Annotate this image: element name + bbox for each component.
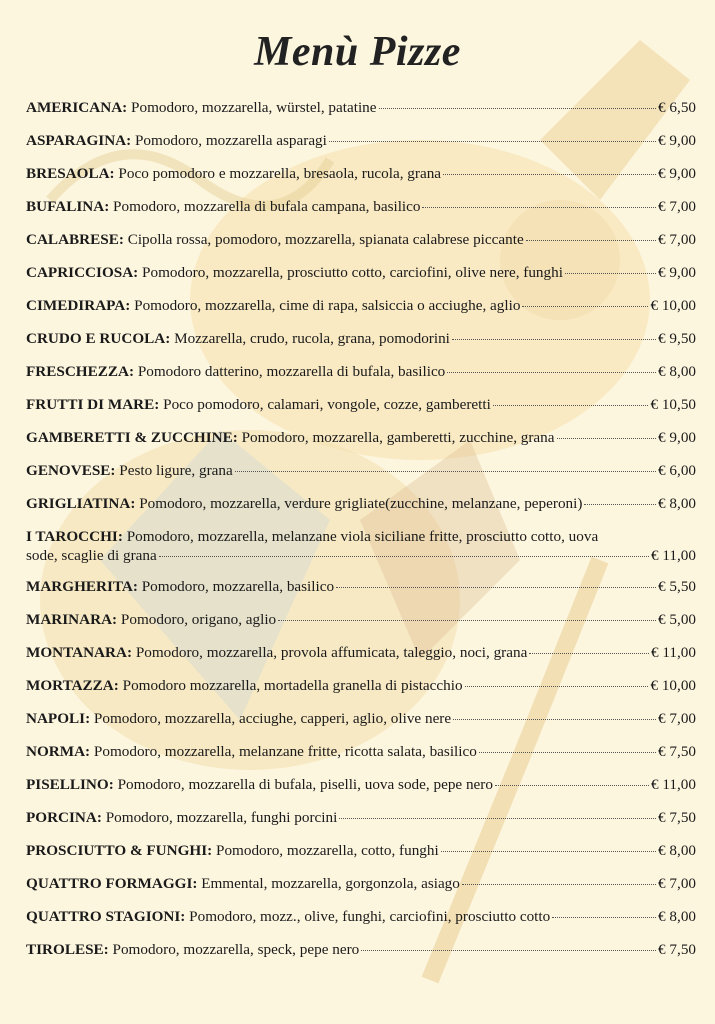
pizza-ingredients: Cipolla rossa, pomodoro, mozzarella, spianata calabrese piccante: [127, 231, 524, 248]
pizza-price: € 7,00: [658, 198, 696, 215]
pizza-ingredients: Pomodoro mozzarella, mortadella granella di pistacchio: [122, 677, 463, 694]
pizza-name: FRUTTI DI MARE:: [26, 396, 160, 413]
pizza-name: PROSCIUTTO & FUNGHI:: [26, 842, 213, 859]
dot-leader: [422, 207, 656, 208]
page-title: Menù Pizze: [254, 29, 461, 75]
pizza-price: € 6,50: [658, 99, 696, 116]
pizza-name: AMERICANA:: [26, 99, 128, 116]
pizza-name: I TAROCCHI:: [26, 528, 123, 545]
pizza-ingredients: Pomodoro, mozzarella, speck, pepe nero: [112, 941, 360, 958]
pizza-name: NAPOLI:: [26, 710, 91, 727]
menu-item-text: [26, 428, 555, 447]
menu-item: [26, 841, 696, 860]
dot-leader: [529, 653, 649, 654]
menu-item-text: [26, 329, 450, 348]
pizza-ingredients: Pomodoro datterino, mozzarella di bufala, basilico: [137, 363, 446, 380]
pizza-name: FRESCHEZZA:: [26, 363, 135, 380]
dot-leader: [379, 108, 657, 109]
pizza-ingredients: Pomodoro, mozzarella, funghi porcini: [105, 809, 338, 826]
dot-leader: [465, 686, 649, 687]
pizza-name: BRESAOLA:: [26, 165, 115, 182]
menu-item: [26, 643, 696, 662]
menu-item-text: [26, 940, 359, 959]
pizza-price: € 7,50: [658, 743, 696, 760]
pizza-name: MARINARA:: [26, 611, 118, 628]
dot-leader: [329, 141, 656, 142]
menu-item: [26, 230, 696, 249]
menu-item: [26, 428, 696, 447]
menu-item: [26, 709, 696, 728]
menu-item: [26, 527, 696, 565]
pizza-name: QUATTRO STAGIONI:: [26, 908, 186, 925]
pizza-name: CALABRESE:: [26, 231, 124, 248]
dot-leader: [493, 405, 649, 406]
pizza-name: PORCINA:: [26, 809, 102, 826]
pizza-name: PISELLINO:: [26, 776, 114, 793]
pizza-name: NORMA:: [26, 743, 91, 760]
pizza-ingredients: Pomodoro, mozzarella, gamberetti, zucchine, grana: [241, 429, 555, 446]
pizza-price: € 10,50: [650, 396, 696, 413]
pizza-name: CIMEDIRAPA:: [26, 297, 131, 314]
menu-item: [26, 197, 696, 216]
pizza-price: € 8,00: [658, 842, 696, 859]
dot-leader: [565, 273, 656, 274]
pizza-name: CAPRICCIOSA:: [26, 264, 139, 281]
menu-item: [26, 577, 696, 596]
dot-leader: [336, 587, 656, 588]
dot-leader: [441, 851, 656, 852]
pizza-ingredients: Pomodoro, mozzarella, provola affumicata, taleggio, noci, grana: [135, 644, 528, 661]
menu-item: [26, 610, 696, 629]
menu-item-text: [26, 577, 334, 596]
pizza-name: ASPARAGINA:: [26, 132, 132, 149]
dot-leader: [159, 556, 649, 557]
menu-item: [26, 296, 696, 315]
pizza-price: € 5,00: [658, 611, 696, 628]
pizza-name: GENOVESE:: [26, 462, 116, 479]
menu-item-text: [26, 907, 550, 926]
pizza-ingredients: Pomodoro, mozzarella, basilico: [141, 578, 335, 595]
pizza-ingredients: Pomodoro, mozzarella, acciughe, capperi, aglio, olive nere: [93, 710, 452, 727]
pizza-name: TIROLESE:: [26, 941, 109, 958]
menu-item: [26, 494, 696, 513]
pizza-price: € 9,00: [658, 132, 696, 149]
pizza-price: € 11,00: [651, 547, 696, 564]
menu-item-text: [26, 841, 439, 860]
dot-leader: [557, 438, 657, 439]
menu-item-text: [26, 775, 493, 794]
menu-item-text: [26, 395, 491, 414]
pizza-ingredients: Pomodoro, mozzarella, prosciutto cotto, carciofini, olive nere, funghi: [142, 264, 563, 281]
menu-item-text: [26, 610, 276, 629]
menu-item-text: [26, 808, 337, 827]
menu-item-text: [26, 494, 582, 513]
menu-item: [26, 742, 696, 761]
menu-item-text: [26, 874, 460, 893]
pizza-name: MONTANARA:: [26, 644, 133, 661]
pizza-ingredients: Pomodoro, mozzarella di bufala campana, basilico: [113, 198, 421, 215]
pizza-price: € 6,00: [658, 462, 696, 479]
menu-item-text: [26, 98, 377, 117]
dot-leader: [495, 785, 649, 786]
pizza-ingredients: Pomodoro, mozzarella, cotto, funghi: [216, 842, 439, 859]
menu-item: [26, 395, 696, 414]
pizza-price: € 11,00: [651, 776, 696, 793]
pizza-price: € 9,00: [658, 264, 696, 281]
pizza-name: GAMBERETTI & ZUCCHINE:: [26, 429, 238, 446]
pizza-price: € 10,00: [650, 677, 696, 694]
pizza-ingredients: Pomodoro, mozzarella, melanzane viola siciliane fritte, prosciutto cotto, uova: [126, 528, 599, 545]
pizza-price: € 7,00: [658, 875, 696, 892]
pizza-ingredients: Mozzarella, crudo, rucola, grana, pomodorini: [174, 330, 450, 347]
menu-item-text: [26, 131, 327, 150]
menu-item-text: [26, 676, 463, 695]
menu-item-text: [26, 362, 445, 381]
pizza-ingredients: Pomodoro, mozzarella, verdure grigliate(zucchine, melanzane, peperoni): [139, 495, 583, 512]
dot-leader: [361, 950, 656, 951]
pizza-name: BUFALINA:: [26, 198, 110, 215]
dot-leader: [462, 884, 656, 885]
pizza-price: € 8,00: [658, 495, 696, 512]
pizza-ingredients: Emmental, mozzarella, gorgonzola, asiago: [201, 875, 460, 892]
menu-item-text: [26, 230, 524, 249]
pizza-ingredients: Pomodoro, mozzarella di bufala, piselli, uova sode, pepe nero: [117, 776, 493, 793]
menu-item: [26, 907, 696, 926]
menu-item: [26, 808, 696, 827]
menu-item: [26, 329, 696, 348]
pizza-price: € 7,50: [658, 809, 696, 826]
menu-item-text: [26, 197, 420, 216]
menu-item: [26, 874, 696, 893]
menu-item: [26, 461, 696, 480]
dot-leader: [443, 174, 656, 175]
menu-item: [26, 164, 696, 183]
menu-item-line: [26, 527, 696, 546]
pizza-price: € 9,00: [658, 165, 696, 182]
pizza-ingredients: Poco pomodoro e mozzarella, bresaola, rucola, grana: [118, 165, 442, 182]
dot-leader: [479, 752, 656, 753]
pizza-price: € 7,50: [658, 941, 696, 958]
pizza-price: € 9,00: [658, 429, 696, 446]
menu-item-text: [26, 263, 563, 282]
menu-item-text: [26, 742, 477, 761]
pizza-price: € 7,00: [658, 231, 696, 248]
dot-leader: [584, 504, 656, 505]
pizza-ingredients: Pomodoro, mozzarella, würstel, patatine: [131, 99, 377, 116]
pizza-name: CRUDO E RUCOLA:: [26, 330, 171, 347]
menu-item: [26, 362, 696, 381]
menu-item: [26, 131, 696, 150]
menu-item-text: [26, 164, 441, 183]
dot-leader: [526, 240, 656, 241]
pizza-price: € 9,50: [658, 330, 696, 347]
pizza-name: QUATTRO FORMAGGI:: [26, 875, 198, 892]
dot-leader: [522, 306, 648, 307]
dot-leader: [278, 620, 656, 621]
menu-item: [26, 676, 696, 695]
menu-item: [26, 940, 696, 959]
menu-item-line: [26, 546, 696, 565]
menu-item-text: [26, 643, 527, 662]
menu-item-text: [26, 461, 233, 480]
pizza-price: € 8,00: [658, 363, 696, 380]
dot-leader: [339, 818, 656, 819]
menu-item: [26, 98, 696, 117]
pizza-ingredients: Pomodoro, mozzarella asparagi: [134, 132, 327, 149]
pizza-menu-list: [26, 98, 696, 973]
dot-leader: [447, 372, 656, 373]
pizza-ingredients: Pomodoro, mozz., olive, funghi, carciofini, prosciutto cotto: [189, 908, 551, 925]
pizza-name: MARGHERITA:: [26, 578, 138, 595]
pizza-ingredients-continued: sode, scaglie di grana: [26, 547, 157, 564]
dot-leader: [235, 471, 656, 472]
pizza-ingredients: Pomodoro, mozzarella, melanzane fritte, ricotta salata, basilico: [93, 743, 477, 760]
pizza-price: € 7,00: [658, 710, 696, 727]
pizza-name: GRIGLIATINA:: [26, 495, 136, 512]
pizza-name: MORTAZZA:: [26, 677, 119, 694]
dot-leader: [452, 339, 656, 340]
pizza-ingredients: Pesto ligure, grana: [119, 462, 233, 479]
pizza-price: € 5,50: [658, 578, 696, 595]
menu-item: [26, 263, 696, 282]
pizza-ingredients: Poco pomodoro, calamari, vongole, cozze, gamberetti: [163, 396, 491, 413]
dot-leader: [552, 917, 656, 918]
dot-leader: [453, 719, 656, 720]
pizza-price: € 10,00: [650, 297, 696, 314]
menu-item: [26, 775, 696, 794]
pizza-price: € 11,00: [651, 644, 696, 661]
pizza-ingredients: Pomodoro, origano, aglio: [120, 611, 277, 628]
menu-item-text: [26, 296, 520, 315]
pizza-ingredients: Pomodoro, mozzarella, cime di rapa, salsiccia o acciughe, aglio: [134, 297, 521, 314]
pizza-price: € 8,00: [658, 908, 696, 925]
menu-item-text: [26, 709, 451, 728]
